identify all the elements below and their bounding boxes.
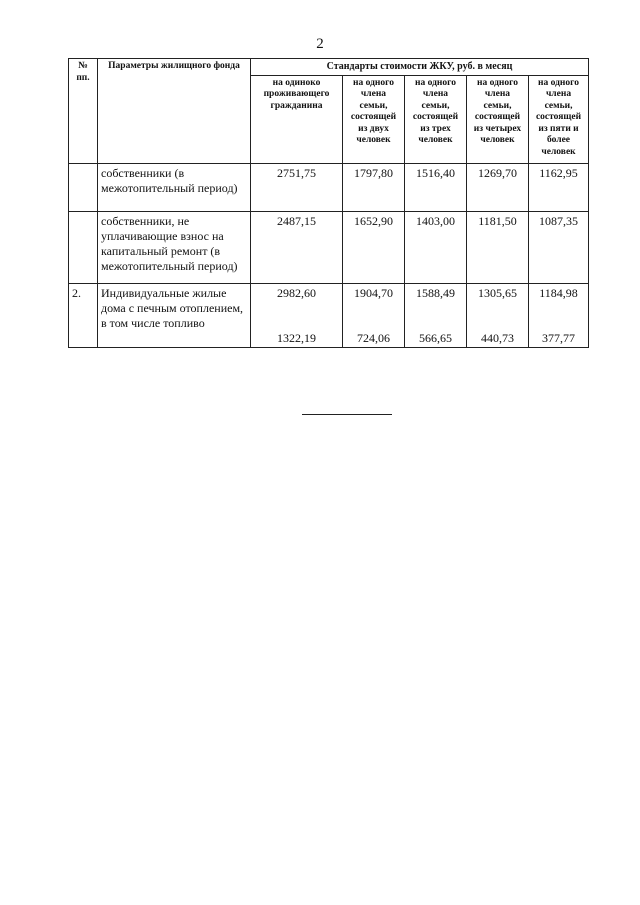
cell-value: 1184,98	[539, 285, 578, 300]
cell-value-pair	[529, 283, 589, 347]
cell-value-pair	[251, 283, 343, 347]
cell-value: 1162,95	[529, 163, 589, 211]
header-family-5plus: на одного члена семьи, состоящей из пяти и более человек	[529, 75, 589, 163]
row-number	[69, 211, 98, 283]
table-row	[69, 163, 589, 211]
page-number: 2	[316, 36, 324, 52]
header-family-4: на одного члена семьи, состоящей из четырех человек	[467, 75, 529, 163]
row-number: 2.	[69, 283, 98, 347]
cell-value-pair	[405, 283, 467, 347]
cell-value: 2982,60	[277, 285, 316, 300]
cell-value-pair	[467, 283, 529, 347]
table-row	[69, 283, 589, 347]
header-number: № пп.	[69, 59, 98, 164]
cell-value: 1797,80	[343, 163, 405, 211]
cell-value: 1588,49	[416, 285, 455, 300]
end-separator-line	[302, 414, 392, 415]
cell-value-fuel: 1322,19	[277, 330, 316, 345]
cell-value: 1652,90	[343, 211, 405, 283]
cell-value-pair	[343, 283, 405, 347]
header-cost-standards: Стандарты стоимости ЖКУ, руб. в месяц	[251, 59, 589, 76]
cost-standards-table	[68, 58, 589, 348]
cell-value: 1403,00	[405, 211, 467, 283]
cell-value: 2751,75	[251, 163, 343, 211]
header-parameters: Параметры жилищного фонда	[98, 59, 251, 164]
cell-value-fuel: 440,73	[481, 330, 514, 345]
row-number	[69, 163, 98, 211]
row-label: Индивидуальные жилые дома с печным отоплением, в том числе топливо	[98, 283, 251, 347]
cell-value-fuel: 724,06	[357, 330, 390, 345]
cell-value: 1305,65	[478, 285, 517, 300]
cell-value-fuel: 566,65	[419, 330, 452, 345]
header-family-3: на одного члена семьи, состоящей из трех человек	[405, 75, 467, 163]
cell-value: 1516,40	[405, 163, 467, 211]
cell-value: 1269,70	[467, 163, 529, 211]
cell-value: 1904,70	[354, 285, 393, 300]
row-label: собственники, не уплачивающие взнос на капитальный ремонт (в межотопительный период)	[98, 211, 251, 283]
cell-value: 1181,50	[467, 211, 529, 283]
header-family-2: на одного члена семьи, состоящей из двух человек	[343, 75, 405, 163]
table-row	[69, 211, 589, 283]
cell-value: 2487,15	[251, 211, 343, 283]
cell-value: 1087,35	[529, 211, 589, 283]
cell-value-fuel: 377,77	[542, 330, 576, 345]
header-single: на одиноко проживающего гражданина	[251, 75, 343, 163]
row-label: собственники (в межотопительный период)	[98, 163, 251, 211]
